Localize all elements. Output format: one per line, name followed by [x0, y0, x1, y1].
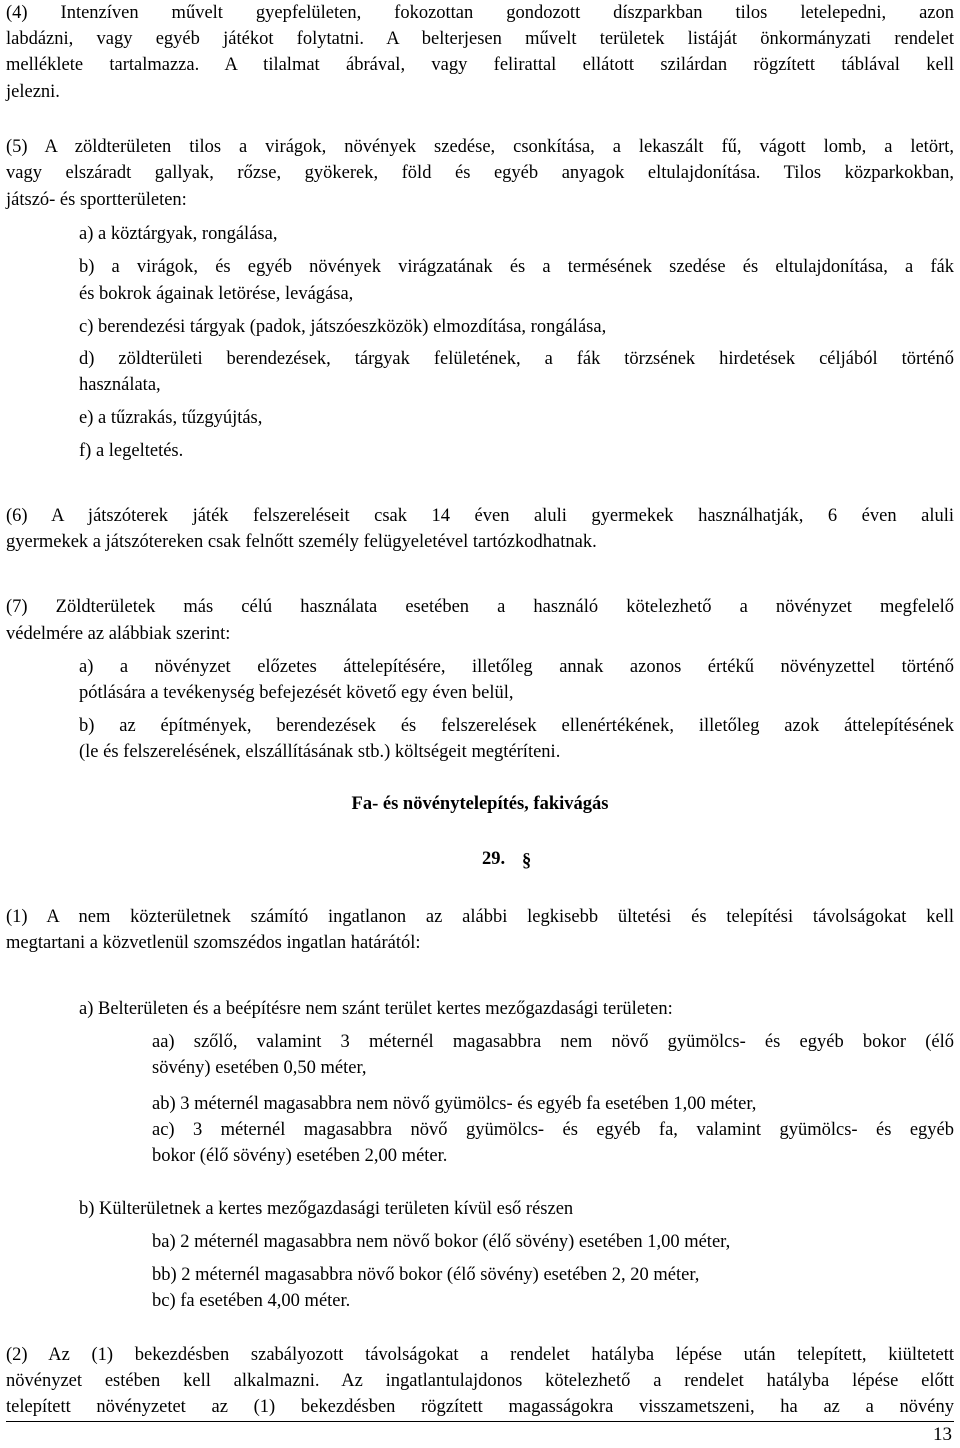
item-1bb: bb) 2 méternél magasabbra növő bokor (élő sövény) esetében 2, 20 méter, — [152, 1265, 700, 1285]
list-item-5f: f) a legeltetés. — [79, 441, 184, 461]
list-item-7b-line-1: b) az építmények, berendezések és felszerelések ellenértékének, illetőleg azok áttelepítésének — [79, 716, 954, 736]
list-item-5b-line-1: b) a virágok, és egyéb növények virágzatának és a termésének szedése és eltulajdonítása, a fák — [79, 257, 954, 277]
paragraph-4-line-1: (4) Intenzíven művelt gyepfelületen, fokozottan gondozott díszparkban tilos letelepedni, azon — [6, 3, 954, 23]
paragraph-5-line-1: (5) A zöldterületen tilos a virágok, növények szedése, csonkítása, a lekaszált fű, vágott lomb, a letört, — [6, 137, 954, 157]
page-number: 13 — [933, 1424, 952, 1445]
subsection-2-line-1: (2) Az (1) bekezdésben szabályozott távolságokat a rendelet hatályba lépése után telepített, kiültetett — [6, 1345, 954, 1365]
paragraph-5-line-2: vagy elszáradt gallyak, rőzse, gyökerek, föld és egyéb anyagok eltulajdonítása. Tilos közparkokban, — [6, 163, 954, 183]
section-number: 29. — [482, 849, 506, 869]
list-item-7b-line-2: (le és felszerelésének, elszállításának stb.) költségeit megtéríteni. — [79, 742, 561, 762]
list-item-5e: e) a tűzrakás, tűzgyújtás, — [79, 408, 263, 428]
list-item-5b-line-2: és bokrok ágainak letörése, levágása, — [79, 284, 354, 304]
list-item-7a-line-1: a) a növényzet előzetes áttelepítésére, illetőleg annak azonos értékű növényzettel történő — [79, 657, 954, 677]
paragraph-7-line-2: védelmére az alábbiak szerint: — [6, 624, 231, 644]
item-1aa-line-1: aa) szőlő, valamint 3 méternél magasabbra nem növő gyümölcs- és egyéb bokor (élő — [152, 1032, 954, 1052]
paragraph-7-line-1: (7) Zöldterületek más célú használata esetében a használó kötelezhető a növényzet megfelelő — [6, 597, 954, 617]
subsection-2-line-2: növényzet estében kell alkalmazni. Az ingatlantulajdonos kötelezhető a rendelet hatályba lépése előtt — [6, 1371, 954, 1391]
item-1b: b) Külterületnek a kertes mezőgazdasági területen kívül eső részen — [79, 1199, 574, 1219]
item-1ac-line-2: bokor (élő sövény) esetében 2,00 méter. — [152, 1146, 448, 1166]
section-heading: Fa- és növénytelepítés, fakivágás — [351, 794, 609, 814]
item-1bc: bc) fa esetében 4,00 méter. — [152, 1291, 351, 1311]
list-item-5d-line-1: d) zöldterületi berendezések, tárgyak felületének, a fák törzsének hirdetések céljából történő — [79, 349, 954, 369]
paragraph-4-line-2: labdázni, vagy egyéb játékot folytatni. A belterjesen művelt területek listáját önkormányzati rendelet — [6, 29, 954, 49]
subsection-1-line-2: megtartani a közvetlenül szomszédos ingatlan határától: — [6, 933, 421, 953]
subsection-2-line-3: telepített növényzetet az (1) bekezdésben rögzített magasságokra visszametszeni, ha az a növény — [6, 1397, 954, 1417]
item-1ac-line-1: ac) 3 méternél magasabbra növő gyümölcs- és egyéb fa, valamint gyümölcs- és egyéb — [152, 1120, 954, 1140]
paragraph-5-line-3: játszó- és sportterületen: — [6, 190, 187, 210]
section-sign: § — [522, 851, 532, 871]
item-1ab: ab) 3 méternél magasabbra nem növő gyümölcs- és egyéb fa esetében 1,00 méter, — [152, 1094, 757, 1114]
subsection-1-line-1: (1) A nem közterületnek számító ingatlanon az alábbi legkisebb ültetési és telepítési távolságokat kell — [6, 907, 954, 927]
footer-rule — [6, 1421, 954, 1422]
paragraph-6-line-2: gyermekek a játszótereken csak felnőtt személy felügyeletével tartózkodhatnak. — [6, 532, 597, 552]
item-1aa-line-2: sövény) esetében 0,50 méter, — [152, 1058, 367, 1078]
list-item-5c: c) berendezési tárgyak (padok, játszóeszközök) elmozdítása, rongálása, — [79, 317, 607, 337]
paragraph-6-line-1: (6) A játszóterek játék felszereléseit csak 14 éven aluli gyermekek használhatják, 6 éven aluli — [6, 506, 954, 526]
item-1ba: ba) 2 méternél magasabbra nem növő bokor (élő sövény) esetében 1,00 méter, — [152, 1232, 731, 1252]
list-item-5a: a) a köztárgyak, rongálása, — [79, 224, 278, 244]
list-item-5d-line-2: használata, — [79, 375, 161, 395]
item-1a: a) Belterületen és a beépítésre nem szánt terület kertes mezőgazdasági területen: — [79, 999, 673, 1019]
paragraph-4-line-3: melléklete tartalmazza. A tilalmat ábrával, vagy felirattal ellátott szilárdan rögzített táblával kell — [6, 55, 954, 75]
list-item-7a-line-2: pótlására a tevékenység befejezését követő egy éven belül, — [79, 683, 514, 703]
paragraph-4-line-4: jelezni. — [6, 82, 60, 102]
